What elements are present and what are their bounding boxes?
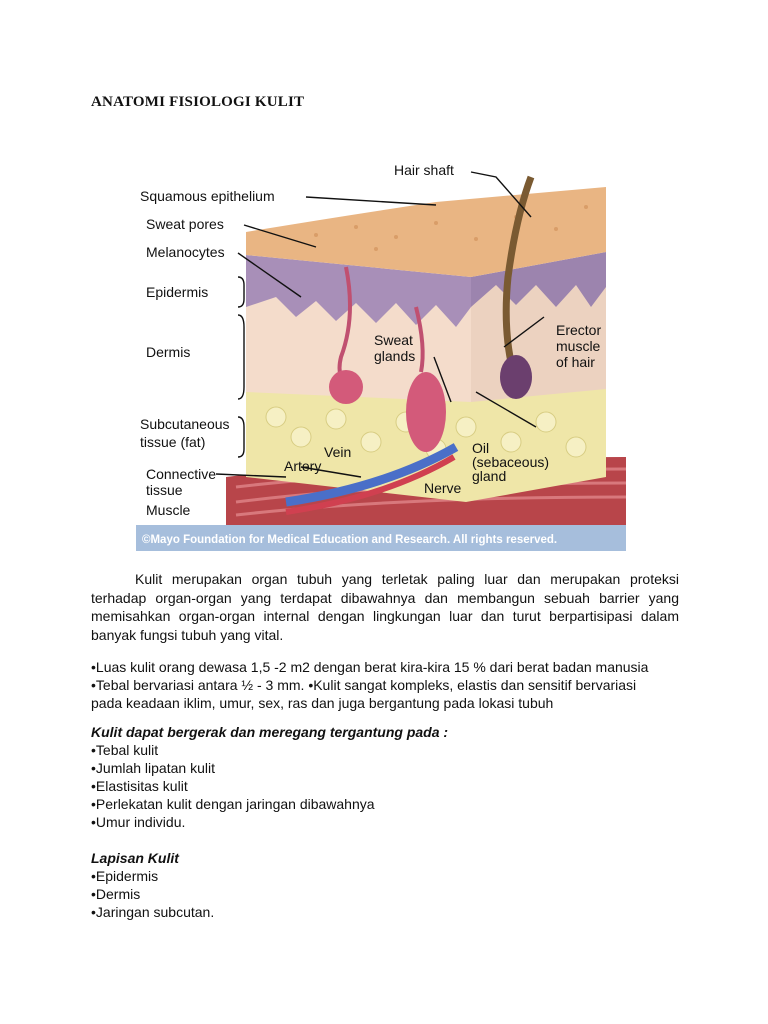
sweat-gland bbox=[406, 372, 446, 452]
label-sweat-glands-2: glands bbox=[374, 348, 416, 364]
list-item: •Jaringan subcutan. bbox=[91, 904, 215, 920]
label-vein: Vein bbox=[324, 444, 352, 460]
list-item: •Umur individu. bbox=[91, 814, 186, 830]
skin-diagram bbox=[136, 157, 626, 551]
label-oil-2: (sebaceous) bbox=[472, 454, 550, 470]
label-hair-shaft: Hair shaft bbox=[394, 162, 454, 178]
sweat-gland bbox=[329, 370, 363, 404]
fact-line: •Luas kulit orang dewasa 1,5 -2 m2 dengan berat kira-kira 15 % dari berat badan manusia bbox=[91, 659, 649, 675]
section-layers bbox=[91, 849, 214, 921]
label-dermis: Dermis bbox=[146, 344, 191, 360]
list-item: •Perlekatan kulit dengan jaringan dibawahnya bbox=[91, 796, 375, 812]
label-sweat-glands-1: Sweat bbox=[374, 332, 413, 348]
label-nerve: Nerve bbox=[424, 480, 462, 496]
section-stretch bbox=[91, 723, 448, 831]
list-item: •Tebal kulit bbox=[91, 742, 159, 758]
label-muscle: Muscle bbox=[146, 502, 191, 518]
list-item: •Dermis bbox=[91, 886, 141, 902]
fact-line: •Tebal bervariasi antara ½ - 3 mm. •Kulit sangat kompleks, elastis dan sensitif bervariasi bbox=[91, 677, 637, 693]
intro-paragraph bbox=[91, 570, 679, 644]
section-layers-heading: Lapisan Kulit bbox=[91, 850, 179, 866]
copyright-text: ©Mayo Foundation for Medical Education and Research. All rights reserved. bbox=[142, 534, 558, 546]
label-oil-1: Oil bbox=[472, 440, 490, 456]
label-erector-2: muscle bbox=[556, 338, 601, 354]
label-connective-1: Connective bbox=[146, 466, 217, 482]
label-melanocytes: Melanocytes bbox=[146, 244, 225, 260]
section-stretch-heading: Kulit dapat bergerak dan meregang tergantung pada : bbox=[91, 724, 449, 740]
label-oil-3: gland bbox=[472, 468, 507, 484]
label-erector-3: of hair bbox=[556, 354, 595, 370]
skin-anatomy-figure bbox=[136, 157, 626, 551]
label-erector-1: Erector bbox=[556, 322, 602, 338]
intro-text: Kulit merupakan organ tubuh yang terletak paling luar dan merupakan proteksi terhadap organ-organ yang terdapat dibawahnya dan membangun sebuah barrier yang memisahkan organ-organ internal dengan lingkungan luar dan turut berpartisipasi dalam banyak fungsi tubuh yang vital. bbox=[91, 571, 679, 643]
label-epidermis: Epidermis bbox=[146, 284, 209, 300]
label-connective-2: tissue bbox=[146, 482, 183, 498]
list-item: •Elastisitas kulit bbox=[91, 778, 188, 794]
list-item: •Jumlah lipatan kulit bbox=[91, 760, 215, 776]
label-subcutaneous-1: Subcutaneous bbox=[140, 416, 230, 432]
list-item: •Epidermis bbox=[91, 868, 159, 884]
facts-block bbox=[91, 658, 648, 712]
page-title: ANATOMI FISIOLOGI KULIT bbox=[91, 94, 305, 110]
label-squamous: Squamous epithelium bbox=[140, 188, 275, 204]
label-subcutaneous-2: tissue (fat) bbox=[140, 434, 206, 450]
label-artery: Artery bbox=[284, 458, 322, 474]
fact-line: pada keadaan iklim, umur, sex, ras dan juga bergantung pada lokasi tubuh bbox=[91, 695, 554, 711]
label-sweat-pores: Sweat pores bbox=[146, 216, 224, 232]
